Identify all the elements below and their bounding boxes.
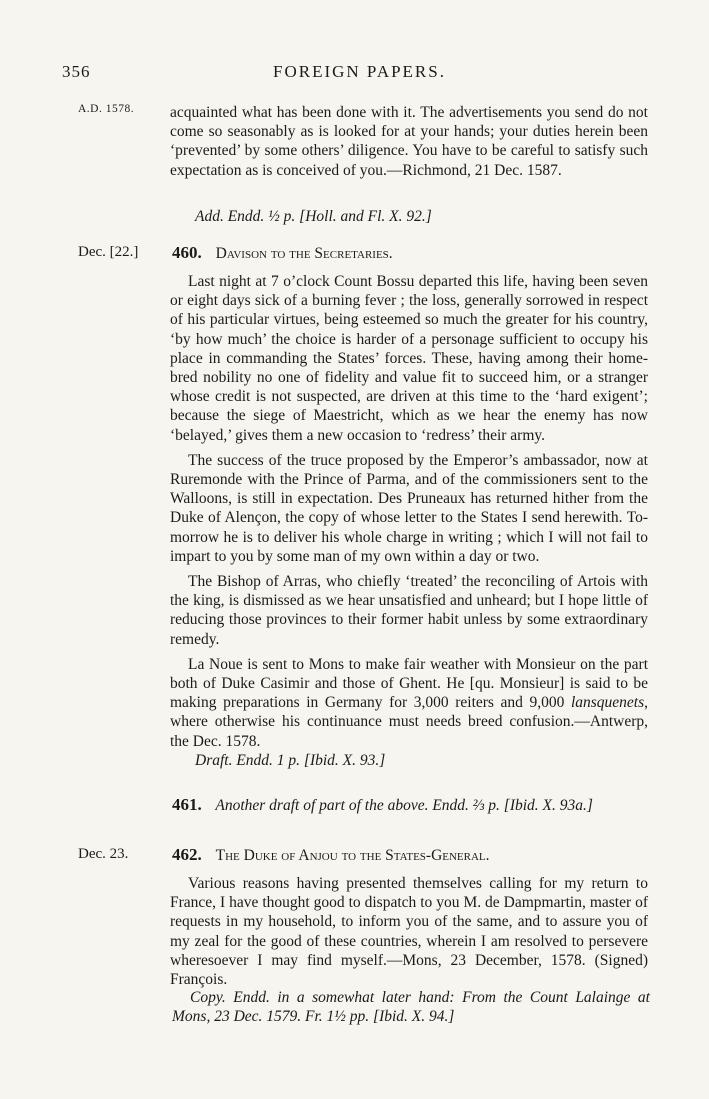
entry-462-title: The Duke of Anjou to the States-General. <box>215 847 490 864</box>
endorsement-note-462-text: Copy. Endd. in a somewhat later hand: From the Count Lalainge at Mons, 23 Dec. 1579. Fr. 1½ pp. [Ibid. X. 94.] <box>172 989 650 1026</box>
endorsement-note-462 <box>172 988 650 1026</box>
entry-460-para-2: The success of the truce proposed by the Emperor’s ambassador, now at Ruremonde with the Prince of Parma, and of the commissioners sent to the Walloons, is still in expectation. Des Pruneaux has returned hither from the Duke of Alençon, the copy of whose letter to the States I send herewith. To-morrow he is to deliver his whole charge in writing ; which I will not fail to impart to you by some man of my own within a day or two. <box>170 451 648 565</box>
entry-460-heading <box>172 243 393 263</box>
entry-461 <box>172 795 647 815</box>
entry-462-para-1: Various reasons having presented themselves calling for my return to France, I have thought good to dispatch to you M. de Dampmartin, master of requests in my household, to inform you of the same, and to assure you of my zeal for the good of these countries, wherein I am resolved to persevere wheresoever I may find myself.—Mons, 23 December, 1578. (Signed) François. <box>170 875 648 989</box>
running-title: FOREIGN PAPERS. <box>273 62 446 81</box>
entry-461-text: Another draft of part of the above. Endd. ⅔ p. [Ibid. X. 93a.] <box>215 797 593 814</box>
entry-460-title: Davison to the Secretaries. <box>215 245 393 262</box>
entry-460-para-4-end: , where otherwise his continuance must needs breed confusion.—Antwerp, the Dec. 1578. <box>170 694 648 750</box>
entry-460-para-4-italic: lansquenets <box>570 694 645 712</box>
entry-460-number: 460. <box>172 243 202 262</box>
page-header <box>62 62 657 84</box>
entry-460-para-4 <box>170 655 648 751</box>
entry-460-para-1: Last night at 7 o’clock Count Bossu departed this life, having been seven or eight days sick of a burning fever ; the loss, generally sorrowed in respect of his particular virtues, being esteemed so much the greater for his country, ‘by how much’ the choice is harder of a personage sufficient to occupy his place in commanding the States’ forces. These, having among their home-bred nobility no one of fidelity and value fit to succeed him, or a stranger whose credit is not suspected, are driven at this time to the ‘hard exigent’; because the siege of Maestricht, which as we hear the enemy has now ‘belayed,’ gives them a new occasion to ‘redress’ their army. <box>170 273 648 444</box>
entry-461-number: 461. <box>172 795 202 814</box>
entry-460-body <box>170 272 648 751</box>
continued-paragraph: acquainted what has been done with it. The advertisements you send do not come so seasonably as is looked for at your hands; your duties herein been ‘prevented’ by some others’ diligence. You have to be careful to satisfy such expectation as is conceived of you.—Richmond, 21 Dec. 1587. <box>170 104 648 179</box>
entry-460-para-3: The Bishop of Arras, who chiefly ‘treated’ the reconciling of Artois with the king, is dismissed as we hear unsatisfied and unheard; but I hope little of reducing those provinces to their former habit unless by some extraordinary remedy. <box>170 573 648 648</box>
page-number: 356 <box>62 62 91 81</box>
continued-text <box>170 103 648 180</box>
entry-460-date: Dec. [22.] <box>78 244 139 260</box>
entry-462-body <box>170 874 648 989</box>
entry-462-heading <box>172 845 490 865</box>
entry-462-number: 462. <box>172 845 202 864</box>
margin-year: A.D. 1578. <box>78 103 135 115</box>
endorsement-note-460: Draft. Endd. 1 p. [Ibid. X. 93.] <box>195 752 386 769</box>
entry-460-para-4-start: La Noue is sent to Mons to make fair weather with Monsieur on the part both of Duke Casimir and those of Ghent. He [qu. Monsieur] is said to be making preparations in Germany for 3,000 reiters and 9,000 <box>170 655 648 712</box>
endorsement-note-459: Add. Endd. ½ p. [Holl. and Fl. X. 92.] <box>195 208 432 225</box>
entry-462-date: Dec. 23. <box>78 846 129 862</box>
